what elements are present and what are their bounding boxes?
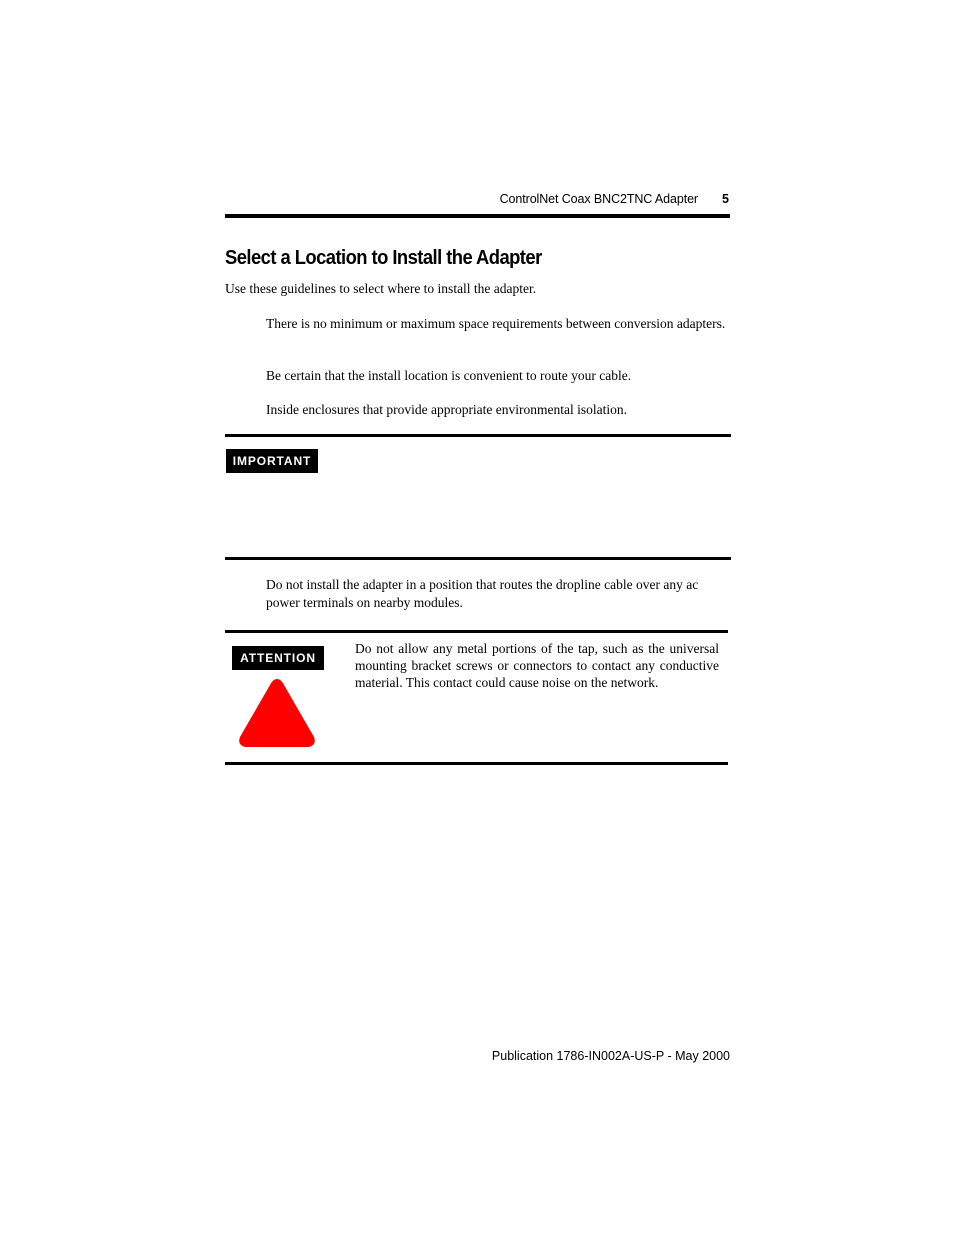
intro-paragraph: Use these guidelines to select where to install the adapter. [225,281,537,296]
section-heading: Select a Location to Install the Adapter [225,247,542,269]
attention-badge: ATTENTION [232,646,324,670]
publication-footer: Publication 1786-IN002A-US-P - May 2000 [491,1049,730,1063]
guideline-space-requirements: There is no minimum or maximum space requirements between conversion adapters. [266,316,726,331]
attention-text: Do not allow any metal portions of the tap, such as the universal mounting bracket screws or connectors to contact any conductive material. This contact could cause noise on the network. [355,641,719,690]
running-header [225,191,730,211]
guideline-ac-power-terminals: Do not install the adapter in a position that routes the dropline cable over any ac power terminals on nearby modules. [266,577,699,610]
important-badge: IMPORTANT [226,449,318,473]
running-header-title: ControlNet Coax BNC2TNC Adapter [499,192,698,206]
page-number: 5 [722,192,729,206]
guideline-cable-routing: Be certain that the install location is convenient to route your cable. [266,368,632,383]
guideline-enclosures: Inside enclosures that provide appropriate environmental isolation. [266,402,628,417]
attention-box-top-rule [225,630,728,633]
important-box-top-rule [225,434,731,437]
attention-box-bottom-rule [225,762,728,765]
header-rule [225,214,730,218]
warning-triangle-shape [239,679,315,747]
important-box-bottom-rule [225,557,731,560]
warning-triangle-icon [237,675,317,749]
